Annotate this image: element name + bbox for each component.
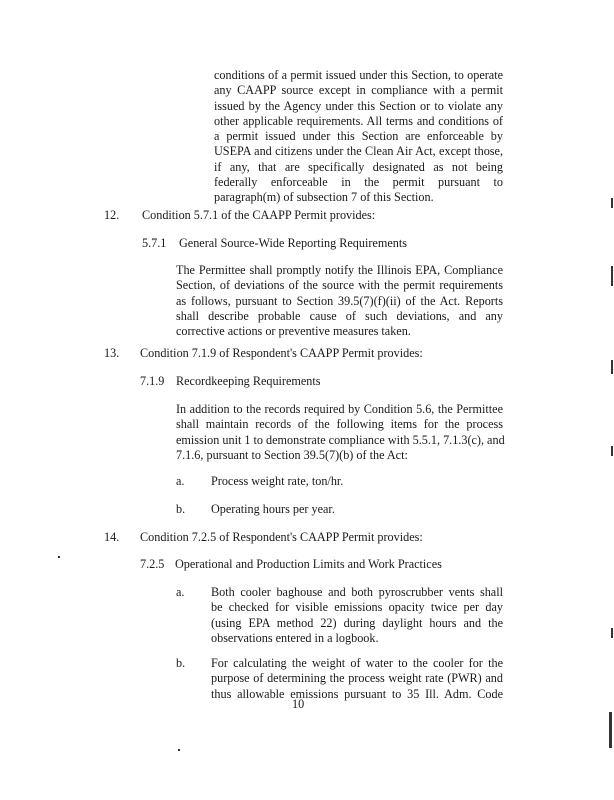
page-number: 10 — [292, 697, 305, 711]
text-line: (using EPA method 22) during daylight hours and the — [211, 615, 503, 630]
list-item-text: Operating hours per year. — [211, 502, 335, 516]
scan-mark — [611, 360, 613, 374]
text-line: The Permittee shall promptly notify the Illinois EPA, Compliance — [176, 263, 503, 277]
item-14-sub-number: 7.2.5 — [140, 557, 165, 571]
text-line: In addition to the records required by Condition 5.6, the Permittee — [176, 402, 503, 416]
text-line: issued by the Agency under this Section or to violate any — [214, 98, 503, 113]
item-14b-label: b. — [176, 656, 186, 670]
item-12-number: 12. — [104, 208, 120, 222]
item-13-sub-title: Recordkeeping Requirements — [176, 374, 321, 388]
item-12-sub-title: General Source-Wide Reporting Requirements — [179, 236, 407, 250]
text-line: federally enforceable in the permit pursuant to — [214, 175, 503, 190]
scan-mark — [611, 446, 613, 456]
item-14a-paragraph — [211, 585, 503, 646]
scan-mark — [178, 749, 180, 751]
text-line: be checked for visible emissions opacity twice per day — [211, 600, 503, 615]
text-line: purpose of determining the process weight rate (PWR) and — [211, 671, 503, 686]
text-line: shall maintain records of the following items for the process — [176, 417, 503, 432]
text-line: emission unit 1 to demonstrate compliance with 5.5.1, 7.1.3(c), and — [176, 432, 505, 447]
scan-mark — [609, 712, 612, 748]
text-line: shall describe probable cause of such deviations, and any — [176, 308, 503, 323]
text-line: conditions of a permit issued under this Section, to operate — [214, 68, 503, 82]
text-line: thus allowable emissions pursuant to 35 Ill. Adm. Code — [211, 686, 503, 701]
text-line: other applicable requirements. All terms and conditions of — [214, 113, 503, 128]
scan-mark — [611, 266, 613, 286]
item-14-heading: Condition 7.2.5 of Respondent's CAAPP Permit provides: — [140, 530, 423, 544]
continuation-paragraph — [214, 68, 503, 206]
text-line: if any, that are specifically designated as not being — [214, 159, 503, 174]
scan-mark — [58, 556, 60, 558]
text-line: For calculating the weight of water to the cooler for the — [211, 656, 503, 670]
list-item-label: b. — [176, 502, 186, 516]
scan-mark — [611, 628, 613, 638]
text-line: 7.1.6, pursuant to Section 39.5(7)(b) of the Act: — [176, 447, 408, 462]
item-14-number: 14. — [104, 530, 120, 544]
item-12-heading: Condition 5.7.1 of the CAAPP Permit provides: — [142, 208, 376, 222]
text-line: Section, of deviations of the source with the permit requirements — [176, 278, 503, 293]
item-13-paragraph — [176, 402, 503, 463]
item-13-heading: Condition 7.1.9 of Respondent's CAAPP Permit provides: — [140, 346, 423, 360]
item-13-number: 13. — [104, 346, 120, 360]
text-line: observations entered in a logbook. — [211, 630, 379, 645]
item-12-paragraph — [176, 263, 503, 339]
item-14-sub-title: Operational and Production Limits and Work Practices — [175, 557, 442, 571]
text-line: a permit issued under this Section are enforceable by — [214, 129, 503, 144]
text-line: corrective actions or preventive measures taken. — [176, 324, 411, 339]
scan-mark — [611, 198, 613, 208]
item-14a-label: a. — [176, 585, 185, 599]
item-14b-paragraph — [211, 656, 503, 702]
text-line: Both cooler baghouse and both pyroscrubber vents shall — [211, 585, 503, 599]
text-line: any CAAPP source except in compliance with a permit — [214, 83, 503, 98]
list-item-text: Process weight rate, ton/hr. — [211, 474, 344, 488]
list-item-label: a. — [176, 474, 185, 488]
text-line: paragraph(m) of subsection 7 of this Section. — [214, 190, 434, 205]
text-line: as follows, pursuant to Section 39.5(7)(f)(ii) of the Act. Reports — [176, 293, 503, 308]
item-13-sub-number: 7.1.9 — [140, 374, 165, 388]
text-line: USEPA and citizens under the Clean Air Act, except those, — [214, 144, 503, 159]
item-12-sub-number: 5.7.1 — [142, 236, 167, 250]
